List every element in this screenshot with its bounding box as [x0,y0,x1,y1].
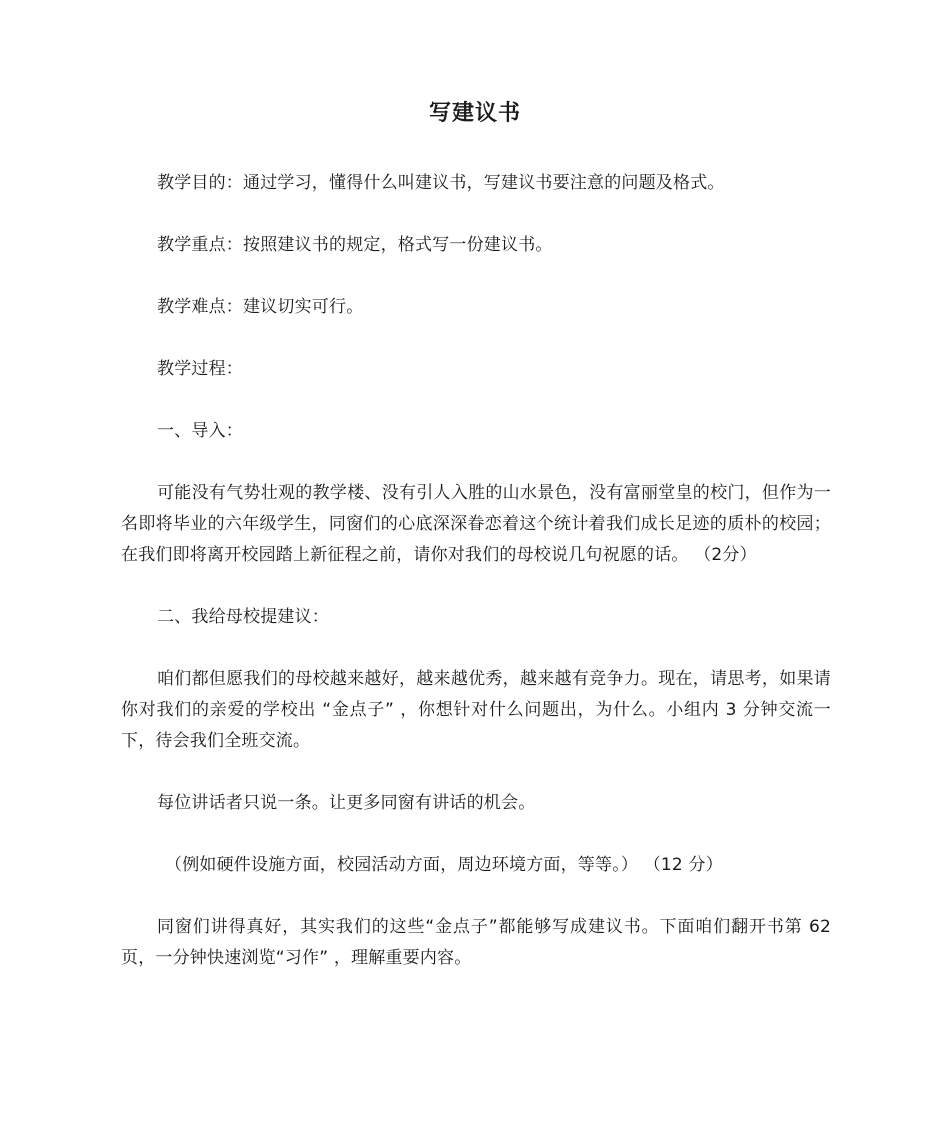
paragraph-teaching-process: 教学过程： [157,359,243,379]
section-heading-intro: 一、导入： [157,421,243,441]
paragraph-suggestions-body: 咱们都但愿我们的母校越来越好，越来越优秀，越来越有竞争力。现在，请思考，如果请你对我们的亲爱的学校出 “金点子” ，你想针对什么问题出，为什么。小组内 3 分钟交流一下，待会我们全班交流。 [121,669,831,751]
paragraph-teaching-difficulty: 教学难点：建议切实可行。 [157,297,364,317]
paragraph-examples: （例如硬件设施方面，校园活动方面，周边环境方面，等等。） （12 分） [165,855,723,875]
paragraph-teaching-focus: 教学重点：按照建议书的规定，格式写一份建议书。 [157,235,553,255]
document-title: 写建议书 [428,101,521,126]
section-heading-suggestions: 二、我给母校提建议： [157,607,329,627]
document-body [121,168,831,1005]
paragraph-teaching-goal: 教学目的：通过学习，懂得什么叫建议书，写建议书要注意的问题及格式。 [157,173,725,193]
paragraph-intro-body: 可能没有气势壮观的教学楼、没有引人入胜的山水景色，没有富丽堂皇的校门，但作为一名即将毕业的六年级学生，同窗们的心底深深眷恋着这个统计着我们成长足迹的质朴的校园；在我们即将离开校园踏上新征程之前，请你对我们的母校说几句祝愿的话。 （2分） [121,483,831,565]
paragraph-textbook-instruction: 同窗们讲得真好，其实我们的这些“金点子”都能够写成建议书。下面咱们翻开书第 62 页，一分钟快速浏览“习作” ，理解重要内容。 [121,917,831,968]
paragraph-speaker-rule: 每位讲话者只说一条。让更多同窗有讲话的机会。 [157,793,536,813]
